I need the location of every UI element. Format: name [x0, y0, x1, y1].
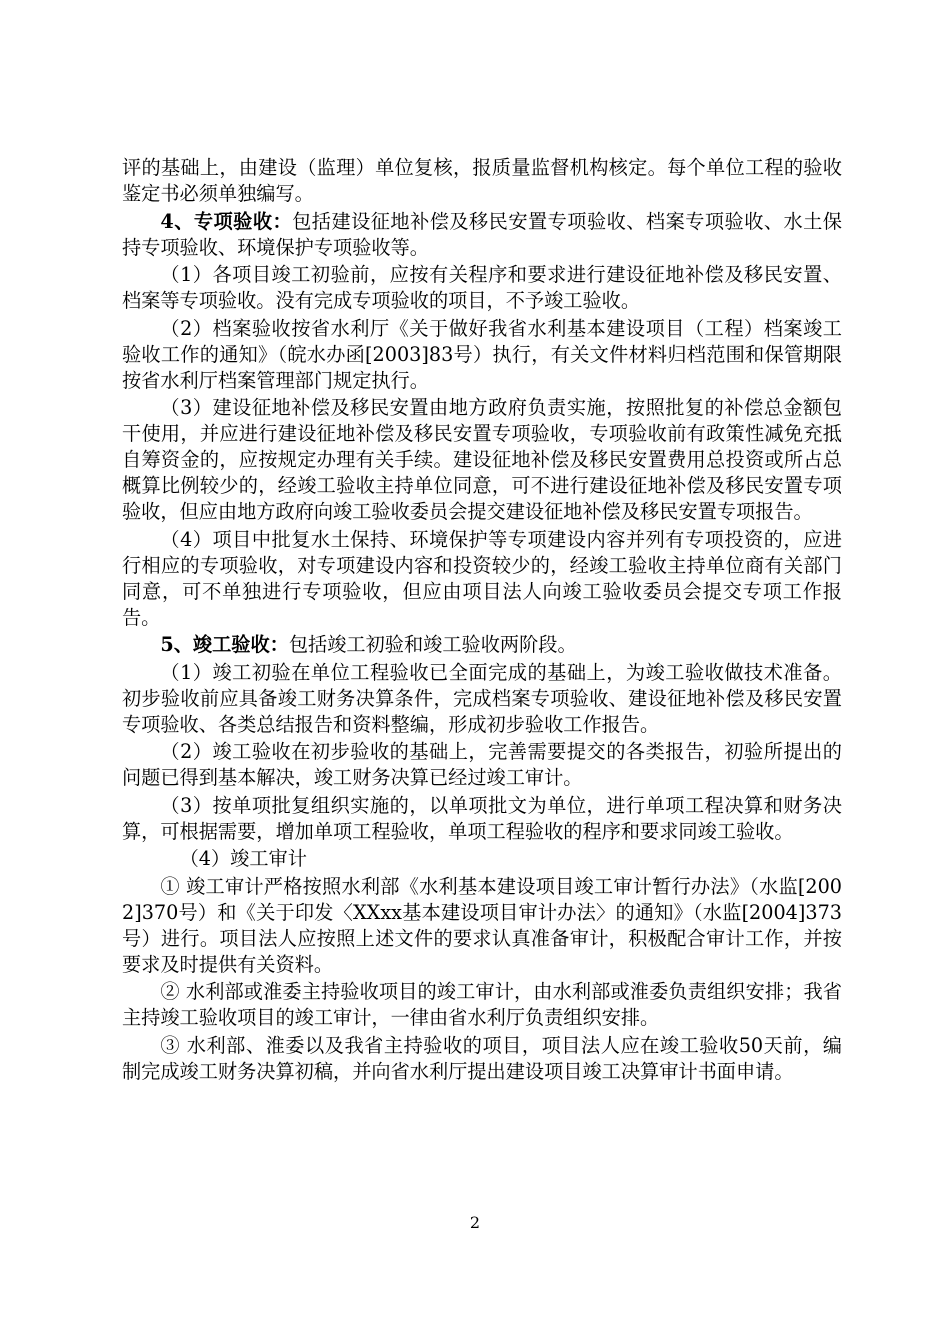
- paragraph-4-text: （2）档案验收按省水利厅《关于做好我省水利基本建设项目（工程）档案竣工验收工作的通知》（皖水办函[2003]83号）执行，有关文件材料归档范围和保管期限按省水利厅档案管理部门规定执行。: [122, 316, 842, 392]
- paragraph-5: [122, 395, 842, 525]
- section-5-heading: 5、竣工验收：: [160, 633, 289, 656]
- paragraph-1: [122, 155, 842, 207]
- paragraph-7-text: 包括竣工初验和竣工验收两阶段。: [288, 633, 577, 656]
- paragraph-4: [122, 316, 842, 394]
- paragraph-8-text: （1）竣工初验在单位工程验收已全面完成的基础上，为竣工验收做技术准备。初步验收前应具备竣工财务决算条件，完成档案专项验收、建设征地补偿及移民安置专项验收、各类总结报告和资料整编，形成初步验收工作报告。: [122, 660, 842, 736]
- paragraph-9-text: （2）竣工验收在初步验收的基础上，完善需要提交的各类报告，初验所提出的问题已得到基本解决，竣工财务决算已经过竣工审计。: [122, 740, 842, 789]
- section-4-heading: 4、专项验收：: [160, 209, 293, 233]
- paragraph-13-text: ② 水利部或淮委主持验收项目的竣工审计，由水利部或淮委负责组织安排；我省主持竣工验收项目的竣工审计，一律由省水利厅负责组织安排。: [122, 980, 842, 1029]
- paragraph-6-text: （4）项目中批复水土保持、环境保护等专项建设内容并列有专项投资的，应进行相应的专项验收，对专项建设内容和投资较少的，经竣工验收主持单位商有关部门同意，可不单独进行专项验收，但应由项目法人向竣工验收委员会提交专项工作报告。: [122, 527, 842, 629]
- paragraph-6: [122, 527, 842, 631]
- paragraph-10: [122, 793, 842, 845]
- paragraph-10-text: （3）按单项批复组织实施的，以单项批文为单位，进行单项工程决算和财务决算，可根据需要，增加单项工程验收，单项工程验收的程序和要求同竣工验收。: [122, 793, 842, 843]
- paragraph-8: [122, 660, 842, 738]
- paragraph-5-text: （3）建设征地补偿及移民安置由地方政府负责实施，按照批复的补偿总金额包干使用，并应进行建设征地补偿及移民安置专项验收，专项验收前有政策性减免充抵自筹资金的，应按规定办理有关手续。建设征地补偿及移民安置费用总投资或所占总概算比例较少的，经竣工验收主持单位同意，可不进行建设征地补偿及移民安置专项验收，但应由地方政府向竣工验收委员会提交建设征地补偿及移民安置专项报告。: [122, 396, 842, 523]
- paragraph-14: [122, 1033, 842, 1085]
- paragraph-2-text: 包括建设征地补偿及移民安置专项验收、档案专项验收、水土保持专项验收、环境保护专项验收等。: [122, 209, 842, 259]
- paragraph-1-text: 评的基础上，由建设（监理）单位复核，报质量监督机构核定。每个单位工程的验收鉴定书必须单独编写。: [122, 156, 842, 205]
- paragraph-11-text: （4）竣工审计: [179, 847, 307, 870]
- paragraph-7: [122, 632, 842, 658]
- document-page: [122, 155, 842, 1086]
- paragraph-14-text: ③ 水利部、淮委以及我省主持验收的项目，项目法人应在竣工验收50天前，编制完成竣工财务决算初稿，并向省水利厅提出建设项目竣工决算审计书面申请。: [122, 1033, 842, 1083]
- paragraph-2: [122, 209, 842, 261]
- paragraph-13: [122, 979, 842, 1031]
- paragraph-9: [122, 739, 842, 791]
- page-number: 2: [469, 1213, 481, 1232]
- paragraph-11: [122, 846, 842, 872]
- paragraph-12-text: ① 竣工审计严格按照水利部《水利基本建设项目竣工审计暂行办法》（水监[2002]370号）和《关于印发〈XXxx基本建设项目审计办法〉的通知》（水监[2004]373号）进行。项目法人应按照上述文件的要求认真准备审计，积极配合审计工作，并按要求及时提供有关资料。: [122, 874, 842, 976]
- paragraph-3-text: （1）各项目竣工初验前，应按有关程序和要求进行建设征地补偿及移民安置、档案等专项验收。没有完成专项验收的项目，不予竣工验收。: [122, 263, 842, 312]
- paragraph-12: [122, 874, 842, 978]
- paragraph-3: [122, 262, 842, 314]
